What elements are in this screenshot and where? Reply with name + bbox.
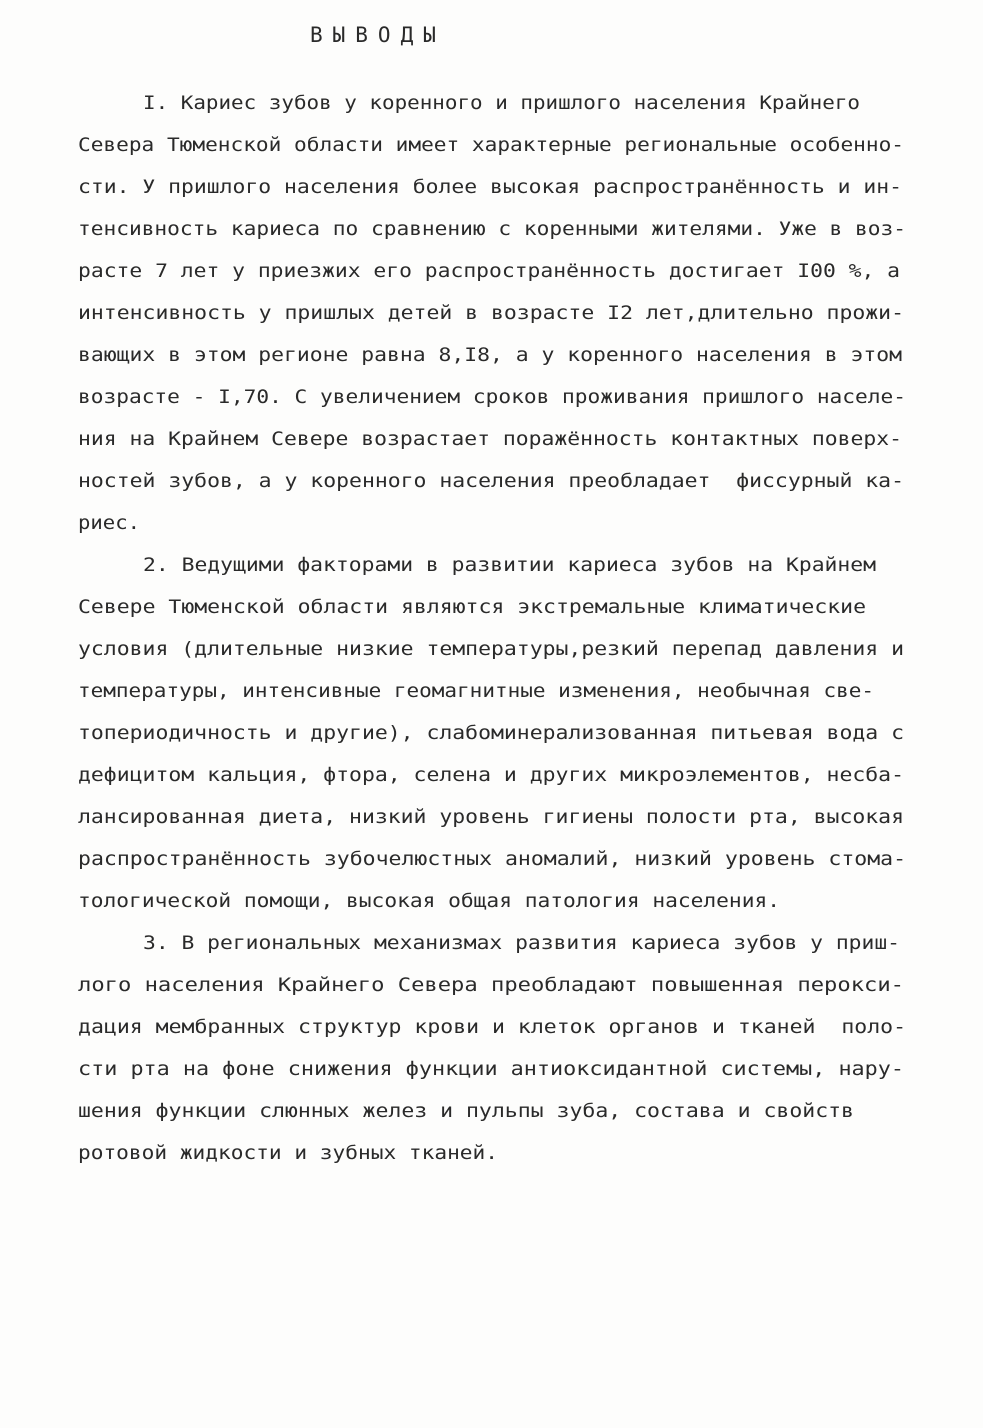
text-line: Севере Тюменской области являются экстремальные климатические: [78, 596, 867, 618]
text-line: лансированная диета, низкий уровень гигиены полости рта, высокая: [78, 806, 904, 828]
text-line: сти рта на фоне снижения функции антиоксидантной системы, нару-: [78, 1058, 904, 1080]
text-line: риес.: [78, 512, 140, 534]
text-line: сти. У пришлого населения более высокая распространённость и ин-: [78, 176, 902, 198]
text-line: вающих в этом регионе равна 8,I8, а у коренного населения в этом: [78, 344, 902, 366]
text-line: I. Кариес зубов у коренного и пришлого населения Крайнего: [143, 92, 860, 114]
text-line: тенсивность кариеса по сравнению с коренными жителями. Уже в воз-: [78, 218, 906, 240]
text-line: Севера Тюменской области имеет характерные региональные особенно-: [78, 134, 904, 156]
text-line: возрасте - I,70. С увеличением сроков проживания пришлого населе-: [78, 386, 906, 408]
text-line: условия (длительные низкие температуры,резкий перепад давления и: [78, 638, 904, 660]
text-line: распространённость зубочелюстных аномалий, низкий уровень стома-: [78, 848, 906, 870]
text-line: ния на Крайнем Севере возрастает поражённость контактных поверх-: [78, 428, 902, 450]
text-line: дефицитом кальция, фтора, селена и других микроэлементов, несба-: [78, 764, 904, 786]
page-title: ВЫВОДЫ: [310, 23, 446, 47]
text-line: шения функции слюнных желез и пульпы зуба, состава и свойств: [78, 1100, 854, 1122]
text-line: интенсивность у пришлых детей в возрасте I2 лет,длительно прожи-: [78, 302, 904, 324]
text-line: тологической помощи, высокая общая патология населения.: [78, 890, 781, 912]
text-line: ротовой жидкости и зубных тканей.: [78, 1142, 498, 1164]
text-line: топериодичность и другие), слабоминерализованная питьевая вода с: [78, 722, 904, 744]
text-line: лого населения Крайнего Севера преобладают повышенная перокси-: [78, 974, 904, 996]
text-line: расте 7 лет у приезжих его распространённость достигает I00 %, а: [78, 260, 900, 282]
text-line: ностей зубов, а у коренного населения преобладает фиссурный ка-: [78, 470, 904, 492]
text-line: температуры, интенсивные геомагнитные изменения, необычная све-: [78, 680, 874, 702]
text-line: 2. Ведущими факторами в развитии кариеса зубов на Крайнем: [143, 554, 876, 576]
text-line: 3. В региональных механизмах развития кариеса зубов у приш-: [143, 932, 900, 954]
text-line: дация мембранных структур крови и клеток органов и тканей поло-: [78, 1016, 906, 1038]
